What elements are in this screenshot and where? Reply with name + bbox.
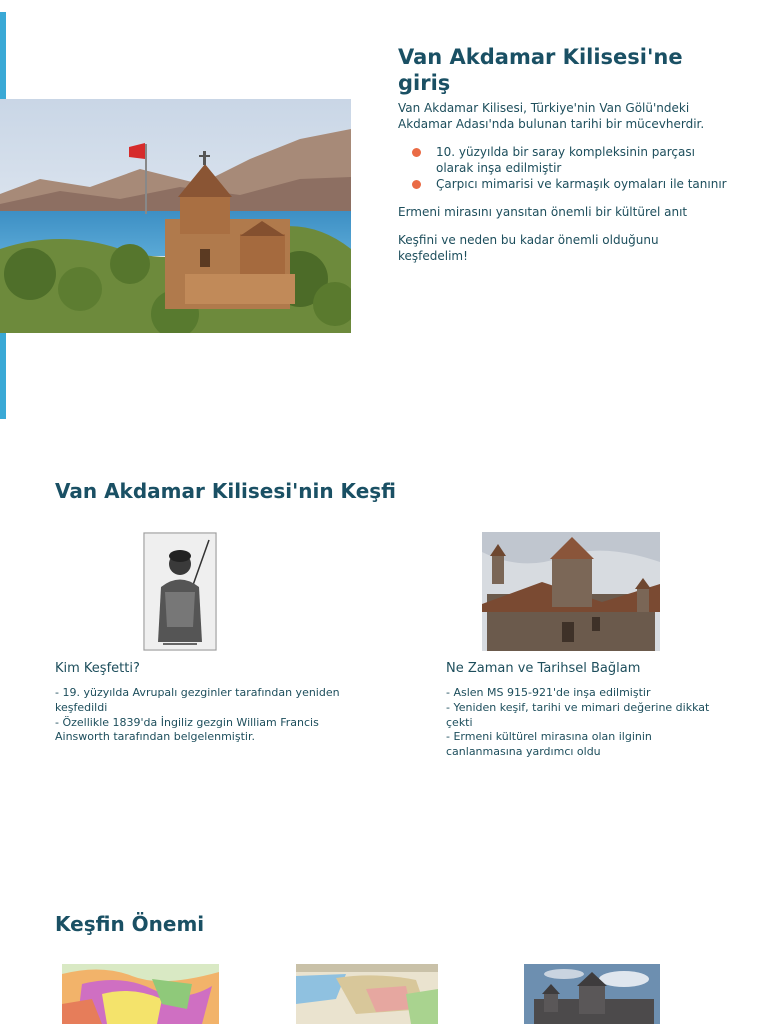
who-line: - Özellikle 1839'da İngiliz gezgin William Francis Ainsworth tarafından belgelenmiştir. [55, 715, 319, 744]
bullet-dot-icon [412, 148, 421, 157]
armenian-church-image [482, 532, 660, 651]
ainsworth-engraving-image [143, 532, 217, 651]
accent-bar-top [0, 12, 6, 100]
who-discovered-heading: Kim Keşfetti? [55, 661, 140, 676]
intro-paragraph-2: Ermeni mirasını yansıtan önemli bir kültürel anıt [398, 205, 688, 219]
intro-bullet-text: 10. yüzyılda bir saray kompleksinin parçası olarak inşa edilmiştir [436, 145, 695, 175]
akdamar-church-photo [0, 99, 351, 333]
who-discovered-text [55, 686, 345, 745]
accent-bar-bottom [0, 333, 6, 419]
importance-title: Keşfin Önemi [55, 912, 205, 936]
historical-context-heading: Ne Zaman ve Tarihsel Bağlam [446, 661, 641, 676]
caucasus-map-image [296, 964, 438, 1024]
intro-title: Van Akdamar Kilisesi'ne giriş [398, 45, 683, 95]
intro-bullet-list [398, 144, 728, 192]
intro-bullet-item [398, 144, 728, 176]
historical-context-text [446, 686, 716, 760]
intro-lead: Van Akdamar Kilisesi, Türkiye'nin Van Gölü'ndeki Akdamar Adası'nda bulunan tarihi bir mücevherdir. [398, 101, 705, 131]
historical-map-image [62, 964, 219, 1024]
discovery-title: Van Akdamar Kilisesi'nin Keşfi [55, 479, 396, 503]
monastery-photo-image [524, 964, 660, 1024]
when-line: - Yeniden keşif, tarihi ve mimari değerine dikkat çekti [446, 700, 710, 729]
when-line: - Ermeni kültürel mirasına olan ilginin canlanmasına yardımcı oldu [446, 730, 652, 759]
intro-section [398, 44, 728, 264]
who-line: - 19. yüzyılda Avrupalı gezginler tarafından yeniden keşfedildi [55, 686, 340, 714]
intro-paragraph-3: Keşfini ve neden bu kadar önemli olduğunu keşfedelim! [398, 233, 659, 263]
intro-bullet-text: Çarpıcı mimarisi ve karmaşık oymaları ile tanınır [436, 177, 727, 191]
bullet-dot-icon [412, 180, 421, 189]
when-line: - Aslen MS 915-921'de inşa edilmiştir [446, 686, 651, 699]
intro-bullet-item [398, 176, 728, 192]
